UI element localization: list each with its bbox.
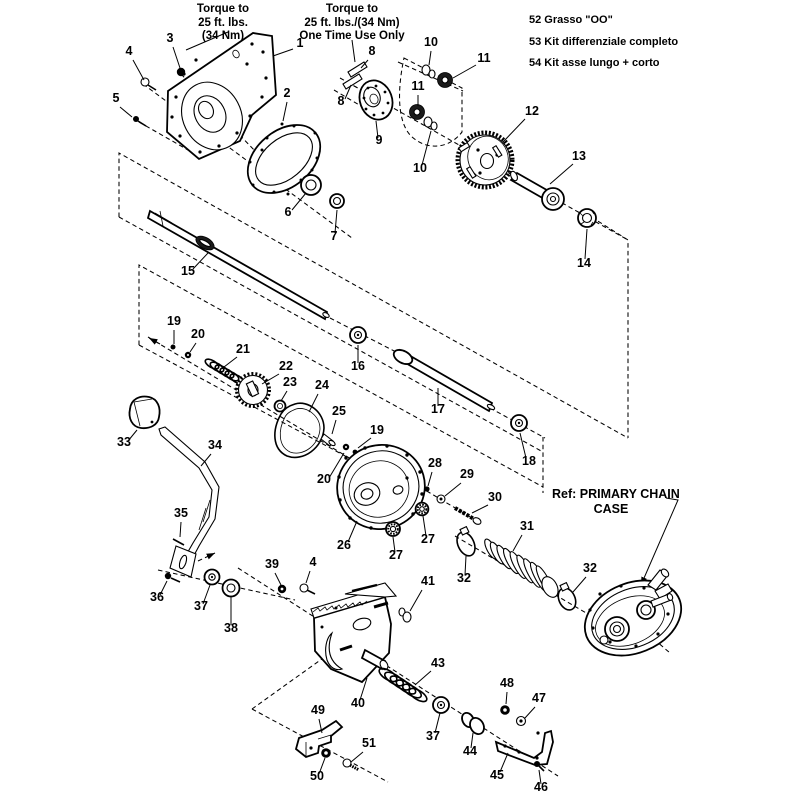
torque-note-left-line3: (34 Nm) [201, 30, 245, 42]
part-leader-4 [306, 571, 310, 583]
part-leader-3 [173, 47, 180, 68]
part-leader-15 [193, 253, 208, 269]
part-label-24: 24 [315, 378, 329, 392]
part-43-spring [377, 666, 429, 704]
part-label-10: 10 [424, 35, 438, 49]
part-label-10: 10 [413, 161, 427, 175]
part-label-1: 1 [296, 36, 304, 50]
part-label-37: 37 [194, 599, 208, 613]
part-26-cover [327, 434, 435, 539]
part-label-51: 51 [362, 736, 376, 750]
part-label-20: 20 [317, 472, 331, 486]
part-label-30: 30 [488, 490, 502, 504]
part-16-washer [350, 327, 366, 343]
part-4b-bolt [300, 584, 315, 594]
torque-note-right-line3: One Time Use Only [299, 30, 405, 42]
part-38-bushing [223, 580, 240, 597]
part-leader-24 [309, 394, 318, 412]
part-label-18: 18 [522, 454, 536, 468]
ref-label-line2: CASE [593, 502, 629, 516]
part-label-8: 8 [368, 44, 376, 58]
part-47-washer [517, 717, 526, 726]
kit-note-54: 54 Kit asse lungo + corto [529, 57, 660, 69]
part-18-washer [511, 415, 527, 431]
part-22-sprocket [237, 374, 270, 407]
part-leader-1 [273, 49, 293, 56]
part-label-29: 29 [460, 467, 474, 481]
part-leader-29 [445, 483, 461, 496]
part-33-knob [129, 397, 159, 429]
part-label-7: 7 [330, 229, 338, 243]
part-leader-10 [422, 131, 431, 165]
part-35-pin [173, 539, 184, 545]
part-leader-51 [351, 752, 363, 762]
part-label-36: 36 [150, 590, 164, 604]
part-7-seal [330, 194, 344, 208]
part-leader-10 [429, 51, 431, 65]
part-4-bolt [141, 78, 156, 90]
part-label-21: 21 [236, 342, 250, 356]
part-leader-20 [190, 343, 196, 352]
part-45-lever [496, 731, 553, 765]
part-leader-23 [281, 391, 287, 401]
part-leader-48 [506, 692, 507, 704]
part-label-16: 16 [351, 359, 365, 373]
part-36-screw [165, 573, 180, 582]
part-leader-11 [453, 65, 476, 78]
part-label-19: 19 [370, 423, 384, 437]
part-leader-30 [472, 505, 488, 513]
part-label-15: 15 [181, 264, 195, 278]
part-leader-5 [120, 107, 132, 117]
part-31-boot [482, 537, 561, 600]
part-3-bolt [177, 68, 185, 76]
part-label-27: 27 [389, 548, 403, 562]
part-label-23: 23 [283, 375, 297, 389]
part-leader-14 [585, 229, 587, 259]
part-label-47: 47 [532, 691, 546, 705]
part-leader-32 [573, 577, 586, 592]
part-40-bracket [311, 583, 396, 682]
torque-note-left-line1: Torque to [196, 3, 250, 15]
part-label-3: 3 [166, 31, 174, 45]
part-label-25: 25 [332, 404, 346, 418]
part-label-33: 33 [117, 435, 131, 449]
part-9-flange [354, 76, 398, 125]
part-label-48: 48 [500, 676, 514, 690]
torque-note-right-line1: Torque to [325, 3, 379, 15]
part-label-32: 32 [583, 561, 597, 575]
part-label-35: 35 [174, 506, 188, 520]
ref-label-line1: Ref: PRIMARY CHAIN [552, 487, 680, 501]
part-24-chain [275, 403, 324, 457]
part-leader-28 [428, 472, 432, 486]
kit-notes [529, 10, 678, 75]
part-label-20: 20 [191, 327, 205, 341]
part-leader-39 [275, 573, 281, 585]
torque-note-right-line2: 25 ft. lbs./(34 Nm) [304, 16, 400, 29]
part-label-44: 44 [463, 744, 477, 758]
part-label-49: 49 [311, 703, 325, 717]
part-label-8: 8 [337, 94, 345, 108]
part-6-bearing [301, 175, 321, 195]
part-5-bolt [133, 116, 146, 126]
part-label-31: 31 [520, 519, 534, 533]
part-label-4: 4 [125, 44, 133, 58]
part-label-46: 46 [534, 780, 548, 794]
part-label-11: 11 [477, 51, 491, 65]
primary-chain-case [574, 567, 693, 669]
part-label-28: 28 [428, 456, 442, 470]
part-13-axle-shaft [509, 170, 564, 210]
part-leader-21 [224, 357, 237, 367]
part-leader-4 [133, 60, 144, 80]
part-44-bushing [460, 711, 487, 737]
part-48-nut [500, 705, 510, 715]
part-label-32: 32 [457, 571, 471, 585]
part-label-22: 22 [279, 359, 293, 373]
part-label-50: 50 [310, 769, 324, 783]
part-label-2: 2 [283, 86, 291, 100]
part-leader-47 [525, 707, 535, 718]
part-label-13: 13 [572, 149, 586, 163]
part-37b-washer [433, 697, 449, 713]
part-leader-13 [550, 164, 573, 184]
part-label-5: 5 [112, 91, 120, 105]
part-28-29-30-fasteners [424, 486, 482, 525]
part-label-40: 40 [351, 696, 365, 710]
part-14-bearing [578, 209, 596, 227]
part-10-pinion [422, 65, 437, 130]
part-41-pin [399, 608, 411, 622]
part-leader-35 [180, 522, 181, 537]
kit-note-52: 52 Grasso "OO" [529, 14, 613, 26]
part-leader-2 [283, 102, 287, 121]
part-label-11: 11 [411, 79, 425, 93]
part-leader-41 [410, 590, 422, 611]
part-label-19: 19 [167, 314, 181, 328]
part-label-4: 4 [309, 555, 317, 569]
part-37-washer [205, 570, 220, 585]
part-leader-25 [332, 420, 336, 434]
part-label-39: 39 [265, 557, 279, 571]
part-label-27: 27 [421, 532, 435, 546]
part-leader-43 [415, 671, 431, 685]
part-leader-12 [503, 119, 525, 142]
part-leader-31 [513, 535, 522, 551]
part-51-bolt [343, 759, 359, 770]
part-15-long-shaft [148, 211, 330, 319]
part-label-9: 9 [375, 133, 383, 147]
ref-primary-chain-case-label [552, 487, 680, 517]
part-39-nut [278, 585, 286, 593]
part-49-bracket [296, 721, 342, 757]
part-label-26: 26 [337, 538, 351, 552]
part-1-cover-plate [167, 33, 276, 161]
part-label-45: 45 [490, 768, 504, 782]
part-label-37: 37 [426, 729, 440, 743]
part-label-38: 38 [224, 621, 238, 635]
kit-note-53: 53 Kit differenziale completo [529, 35, 679, 48]
part-label-17: 17 [431, 402, 445, 416]
torque-note-left-line2: 25 ft. lbs. [198, 16, 248, 29]
part-label-12: 12 [525, 104, 539, 118]
part-label-14: 14 [577, 256, 591, 270]
part-50-nut [321, 748, 331, 758]
part-label-43: 43 [431, 656, 445, 670]
part-label-41: 41 [421, 574, 435, 588]
torque-note-left [160, 3, 286, 44]
part-label-6: 6 [284, 205, 292, 219]
torque-note-right [284, 3, 420, 44]
part-label-34: 34 [208, 438, 222, 452]
